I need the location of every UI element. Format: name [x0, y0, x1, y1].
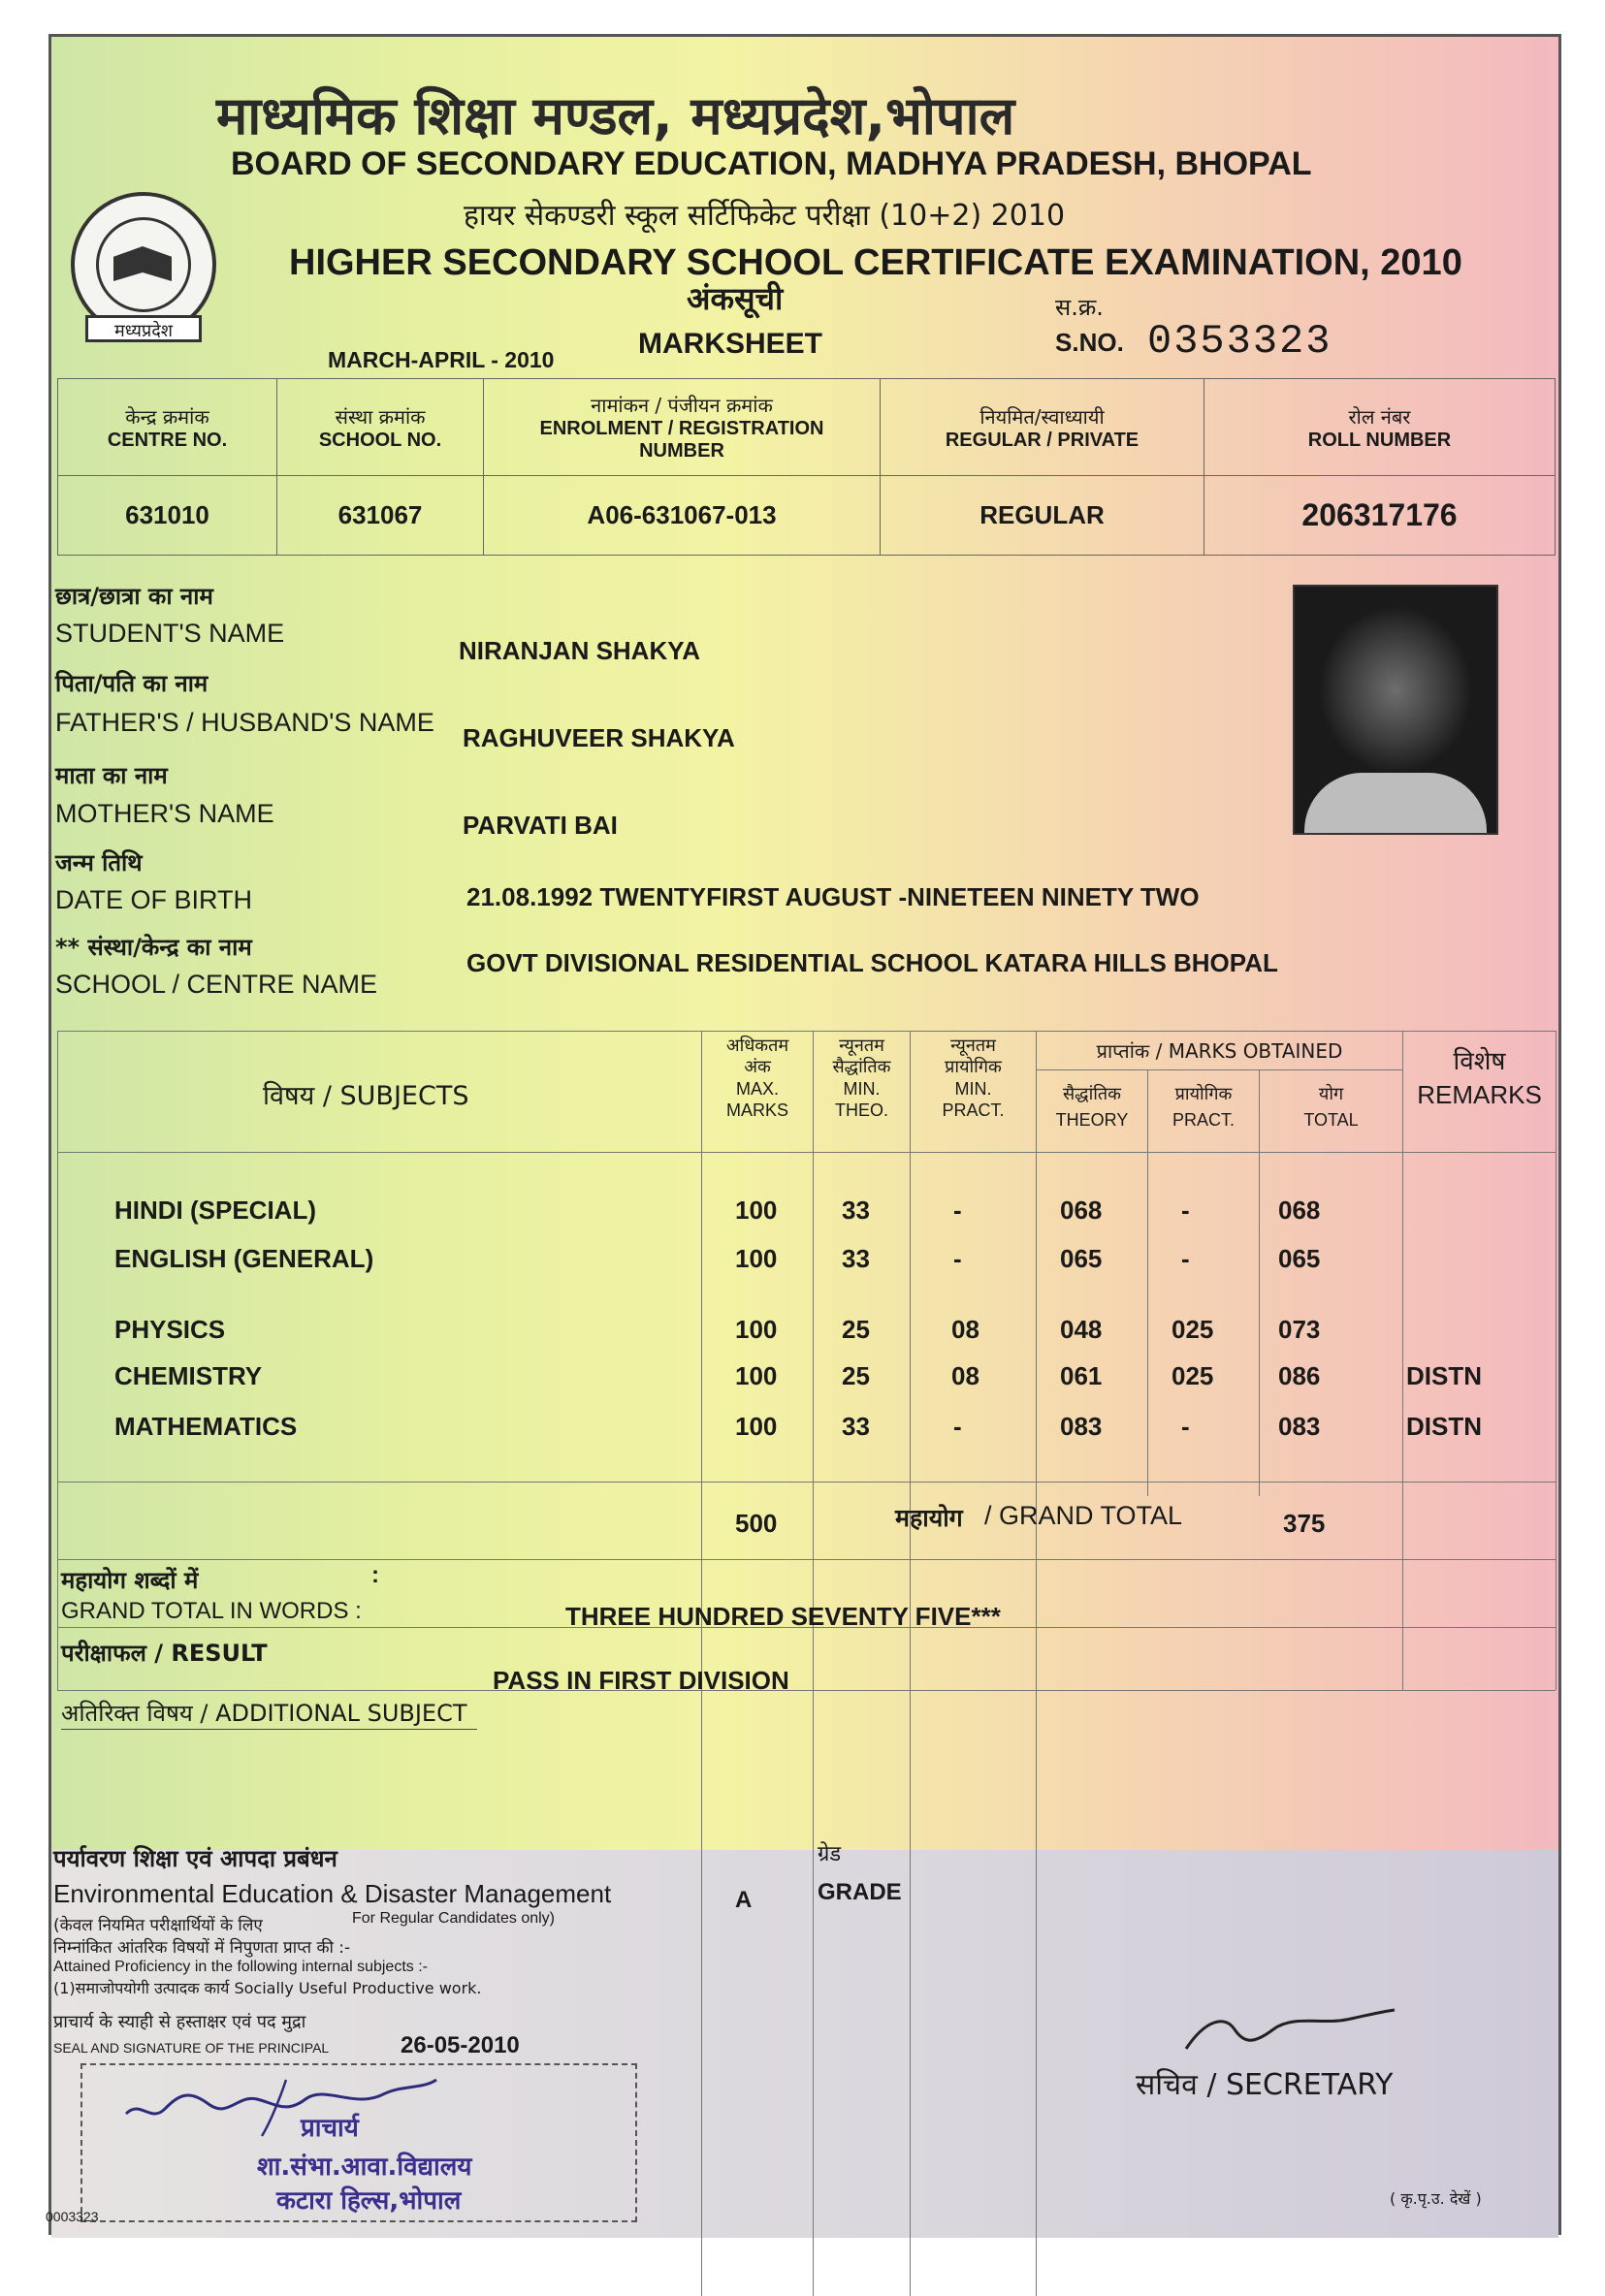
theory-marks: 068 [1060, 1196, 1103, 1225]
roll-number-hindi: रोल नंबर [1348, 404, 1411, 429]
max-marks: 100 [735, 1361, 778, 1390]
pract-marks: - [1181, 1244, 1190, 1273]
total-marks: 068 [1278, 1196, 1321, 1225]
marksheet-title-hindi: अंकसूची [687, 280, 784, 317]
result-label: परीक्षाफल / RESULT [61, 1640, 268, 1667]
subject-name: HINDI (SPECIAL) [114, 1196, 316, 1225]
school-no-header: SCHOOL NO. [318, 429, 442, 451]
internal-note-hindi: निम्नांकित आंतरिक विषयों में निपुणता प्राप्त की :- [53, 1938, 351, 1958]
student-name: NIRANJAN SHAKYA [459, 636, 700, 665]
max-marks: 100 [735, 1315, 778, 1344]
stamp-school: शा.संभा.आवा.विद्यालय [257, 2152, 472, 2182]
seal-date: 26-05-2010 [401, 2032, 520, 2058]
exam-title-hindi: हायर सेकण्डरी स्कूल सर्टिफिकेट परीक्षा (10+2) 2010 [464, 199, 1066, 233]
max-marks: 100 [735, 1412, 778, 1441]
stamp-principal: प्राचार्य [301, 2114, 359, 2143]
sno-label-hindi: स.क्र. [1055, 294, 1104, 321]
additional-subject-label: अतिरिक्त विषय / ADDITIONAL SUBJECT [61, 1697, 477, 1730]
subjects-header: विषय / SUBJECTS [263, 1081, 469, 1111]
min-theory: 25 [842, 1315, 870, 1344]
grand-total-label-hindi: महायोग [895, 1504, 963, 1532]
school-name-label: SCHOOL / CENTRE NAME [55, 970, 378, 999]
total-marks: 065 [1278, 1244, 1321, 1273]
grand-total-label: / GRAND TOTAL [984, 1501, 1183, 1530]
footer-serial: 0003323 [46, 2209, 99, 2224]
session: MARCH-APRIL - 2010 [328, 347, 555, 372]
student-name-label-hindi: छात्र/छात्रा का नाम [55, 583, 213, 610]
mother-name-label: MOTHER'S NAME [55, 799, 274, 828]
total-marks: 083 [1278, 1412, 1321, 1441]
student-name-label: STUDENT'S NAME [55, 619, 285, 648]
pract-marks: - [1181, 1412, 1190, 1441]
roll-number-header: ROLL NUMBER [1307, 429, 1452, 451]
pract-header: प्रायोगिक PRACT. [1172, 1084, 1235, 1130]
min-theory-header: न्यूनतम सैद्धांतिक MIN. THEO. [832, 1036, 891, 1120]
total-marks: 073 [1278, 1315, 1321, 1344]
student-photo [1293, 585, 1498, 835]
remarks-header: विशेष REMARKS [1417, 1047, 1542, 1109]
grand-total: 375 [1283, 1509, 1326, 1538]
father-name-label-hindi: पिता/पति का नाम [55, 670, 209, 697]
pract-marks: - [1181, 1196, 1190, 1225]
seal-label-hindi: प्राचार्य के स्याही से हस्ताक्षर एवं पद मुद्रा [53, 2012, 306, 2032]
centre-no-header: CENTRE NO. [107, 429, 228, 451]
min-theory: 25 [842, 1361, 870, 1390]
serial-number: 0353323 [1147, 318, 1332, 365]
seal-label: SEAL AND SIGNATURE OF THE PRINCIPAL [53, 2040, 330, 2056]
pract-marks: 025 [1172, 1315, 1214, 1344]
min-theory: 33 [842, 1196, 870, 1225]
min-pract: - [953, 1244, 962, 1273]
words-colon: : [371, 1562, 379, 1588]
min-pract-header: न्यूनतम प्रायोगिक MIN. PRACT. [942, 1036, 1005, 1120]
school-name: GOVT DIVISIONAL RESIDENTIAL SCHOOL KATARA HILLS BHOPAL [466, 948, 1278, 977]
school-no: 631067 [277, 476, 484, 556]
school-no-hindi: संस्था क्रमांक [335, 404, 426, 429]
enrolment-hindi: नामांकन / पंजीयन क्रमांक [591, 394, 773, 417]
theory-marks: 061 [1060, 1361, 1103, 1390]
max-marks-header: अधिकतम अंक MAX. MARKS [725, 1036, 789, 1120]
date-of-birth: 21.08.1992 TWENTYFIRST AUGUST -NINETEEN NINETY TWO [466, 882, 1200, 911]
principal-signature [121, 2070, 441, 2138]
regular-note-hindi: (केवल नियमित परीक्षार्थियों के लिए [53, 1916, 263, 1935]
marks-obtained-header: प्राप्तांक / MARKS OBTAINED [1096, 1039, 1343, 1063]
min-pract: 08 [951, 1315, 979, 1344]
school-name-label-hindi: ** संस्था/केन्द्र का नाम [55, 934, 252, 961]
theory-marks: 048 [1060, 1315, 1103, 1344]
sno-label: S.NO. [1055, 328, 1124, 357]
centre-no-hindi: केन्द्र क्रमांक [125, 404, 209, 429]
mother-name: PARVATI BAI [463, 811, 618, 840]
id-table [57, 378, 1556, 556]
mother-name-label-hindi: माता का नाम [55, 762, 168, 789]
enrolment-number: A06-631067-013 [484, 476, 881, 556]
min-pract: - [953, 1412, 962, 1441]
please-turn-over: ( कृ.पृ.उ. देखें ) [1390, 2189, 1482, 2208]
remarks: DISTN [1406, 1361, 1482, 1390]
total-header: योग TOTAL [1303, 1084, 1359, 1130]
marksheet [48, 34, 1561, 2235]
pract-marks: 025 [1172, 1361, 1214, 1390]
stamp-location: कटारा हिल्स,भोपाल [276, 2186, 462, 2216]
roll-number: 206317176 [1204, 476, 1556, 556]
father-name-label: FATHER'S / HUSBAND'S NAME [55, 708, 434, 737]
words-label: GRAND TOTAL IN WORDS : [61, 1598, 362, 1624]
subject-name: MATHEMATICS [114, 1412, 298, 1441]
board-title: BOARD OF SECONDARY EDUCATION, MADHYA PRADESH, BHOPAL [231, 145, 1312, 182]
env-edu-label: Environmental Education & Disaster Management [53, 1879, 612, 1908]
grade-label: GRADE [818, 1879, 902, 1905]
max-marks: 100 [735, 1244, 778, 1273]
emblem-label: मध्यप्रदेश [85, 315, 202, 342]
grade-label-hindi: ग्रेड [818, 1842, 842, 1866]
secretary-label: सचिव / SECRETARY [1136, 2068, 1394, 2102]
min-pract: 08 [951, 1361, 979, 1390]
min-pract: - [953, 1196, 962, 1225]
subject-name: ENGLISH (GENERAL) [114, 1244, 374, 1273]
regular-private-hindi: नियमित/स्वाध्यायी [979, 404, 1105, 429]
max-marks: 100 [735, 1196, 778, 1225]
result: PASS IN FIRST DIVISION [493, 1666, 789, 1695]
total-marks: 086 [1278, 1361, 1321, 1390]
centre-no: 631010 [58, 476, 277, 556]
board-title-hindi: माध्यमिक शिक्षा मण्डल, मध्यप्रदेश,भोपाल [216, 85, 1015, 146]
subject-name: CHEMISTRY [114, 1361, 263, 1390]
dob-label-hindi: जन्म तिथि [55, 849, 143, 877]
supw-note: (1)समाजोपयोगी उत्पादक कार्य Socially Useful Productive work. [53, 1979, 482, 1997]
remarks: DISTN [1406, 1412, 1482, 1441]
words-label-hindi: महायोग शब्दों में [61, 1567, 199, 1594]
regular-note: For Regular Candidates only) [352, 1910, 555, 1927]
min-theory: 33 [842, 1412, 870, 1441]
theory-marks: 083 [1060, 1412, 1103, 1441]
marksheet-title: MARKSHEET [638, 328, 823, 360]
grand-total-in-words: THREE HUNDRED SEVENTY FIVE*** [565, 1602, 1001, 1631]
min-theory: 33 [842, 1244, 870, 1273]
theory-marks: 065 [1060, 1244, 1103, 1273]
enrolment-header: ENROLMENT / REGISTRATION NUMBER [539, 418, 824, 462]
theory-header: सैद्धांतिक THEORY [1055, 1084, 1129, 1130]
grand-max-marks: 500 [735, 1509, 778, 1538]
regular-private: REGULAR [881, 476, 1204, 556]
dob-label: DATE OF BIRTH [55, 885, 253, 914]
env-edu-hindi: पर्यावरण शिक्षा एवं आपदा प्रबंधन [53, 1845, 337, 1872]
exam-title: HIGHER SECONDARY SCHOOL CERTIFICATE EXAMINATION, 2010 [289, 242, 1462, 283]
regular-private-header: REGULAR / PRIVATE [945, 429, 1140, 451]
env-edu-grade: A [735, 1887, 753, 1913]
internal-note: Attained Proficiency in the following internal subjects :- [53, 1959, 428, 1975]
subject-name: PHYSICS [114, 1315, 226, 1344]
secretary-signature [1176, 2000, 1399, 2058]
principal-seal-area [80, 2063, 637, 2222]
father-name: RAGHUVEER SHAKYA [463, 723, 735, 752]
